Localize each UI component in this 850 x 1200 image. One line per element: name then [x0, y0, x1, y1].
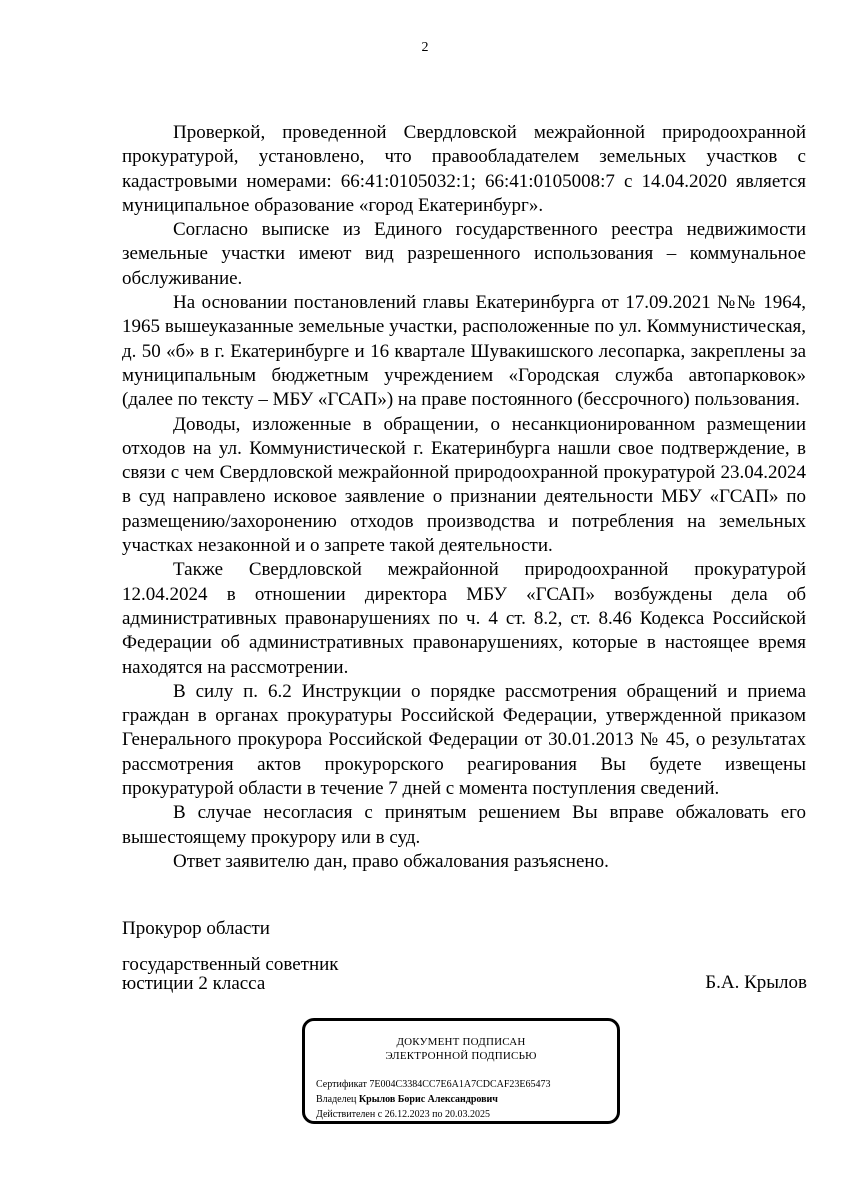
- stamp-owner-row: [316, 1092, 551, 1107]
- paragraph-instruction: В силу п. 6.2 Инструкции о порядке рассмотрения обращений и приема граждан в органах прокуратуры Российской Федерации, утвержденной приказом Генерального прокурора Российской Федерации от 30.01.2013 № 45, о результатах рассмотрения актов прокурорского реагирования Вы будете извещены прокуратурой области в течение 7 дней с момента поступления сведений.: [122, 680, 806, 800]
- certificate-value: 7E004C3384CC7E6A1A7CDCAF23E65473: [369, 1079, 551, 1090]
- signatory-name: Б.А. Крылов: [705, 972, 807, 993]
- paragraph-registry-extract: Согласно выписке из Единого государственного реестра недвижимости земельные участки имеют вид разрешенного использования – коммунальное обслуживание.: [122, 219, 806, 289]
- paragraph-verification: Проверкой, проведенной Свердловской межрайонной природоохранной прокуратурой, установлено, что правообладателем земельных участков с кадастровыми номерами: 66:41:0105032:1; 66:41:0105008:7 с 14.04.2020 является муниципальное образование «город Екатеринбург».: [122, 122, 806, 216]
- stamp-details: [316, 1077, 551, 1122]
- paragraph-resolutions: На основании постановлений главы Екатеринбурга от 17.09.2021 №№ 1964, 1965 вышеуказанные земельные участки, расположенные по ул. Коммунистическая, д. 50 «б» в г. Екатеринбурге и 16 квартале Шувакишского лесопарка, закреплены за муниципальным бюджетным учреждением «Городская служба автопарковок» (далее по тексту – МБУ «ГСАП») на праве постоянного (бессрочного) пользования.: [122, 292, 806, 411]
- paragraph-arguments: Доводы, изложенные в обращении, о несанкционированном размещении отходов на ул. Коммунистической г. Екатеринбурга нашли свое подтверждение, в связи с чем Свердловской межрайонной природоохранной прокуратурой 23.04.2024 в суд направлено исковое заявление о признании деятельности МБУ «ГСАП» по размещению/захоронению отходов производства и потребления на земельных участках незаконной и о запрете такой деятельности.: [122, 413, 806, 557]
- page-number: 2: [421, 40, 429, 55]
- signatory-rank: [122, 955, 339, 993]
- signatory-rank-line2: юстиции 2 класса: [122, 973, 266, 994]
- validity-label: Действителен: [316, 1109, 376, 1120]
- letter-body: [122, 121, 806, 874]
- owner-label: Владелец: [316, 1094, 357, 1105]
- electronic-signature-stamp: [302, 1018, 620, 1124]
- stamp-heading-line2: ЭЛЕКТРОННОЙ ПОДПИСЬЮ: [385, 1050, 537, 1062]
- owner-value: Крылов Борис Александрович: [358, 1094, 498, 1105]
- validity-from-date: 26.12.2023: [384, 1109, 430, 1120]
- paragraph-answer-given: Ответ заявителю дан, право обжалования разъяснено.: [173, 850, 609, 872]
- stamp-heading: [305, 1035, 617, 1063]
- validity-from-prefix: с: [377, 1109, 383, 1120]
- paragraph-administrative-cases: Также Свердловской межрайонной природоохранной прокуратурой 12.04.2024 в отношении директора МБУ «ГСАП» возбуждены дела об административных правонарушениях по ч. 4 ст. 8.2, ст. 8.46 Кодекса Российской Федерации об административных правонарушениях, которые в настоящее время находятся на рассмотрении.: [122, 559, 806, 678]
- validity-to-prefix: по: [432, 1109, 443, 1120]
- certificate-label: Сертификат: [316, 1079, 367, 1090]
- stamp-heading-line1: ДОКУМЕНТ ПОДПИСАН: [396, 1036, 526, 1048]
- paragraph-appeal-right: В случае несогласия с принятым решением Вы вправе обжаловать его вышестоящему прокурору или в суд.: [122, 802, 806, 848]
- stamp-certificate-row: [316, 1077, 551, 1092]
- stamp-validity-row: [316, 1107, 551, 1122]
- signatory-title: Прокурор области: [122, 918, 270, 939]
- validity-to-date: 20.03.2025: [445, 1109, 491, 1120]
- signatory-rank-line1: государственный советник: [122, 954, 339, 975]
